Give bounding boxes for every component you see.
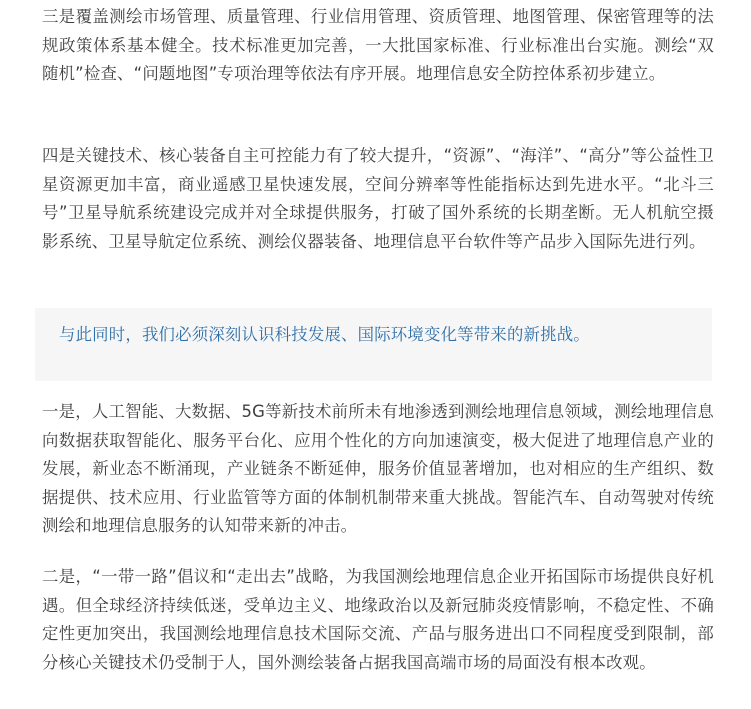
callout-text: 与此同时，我们必须深刻认识科技发展、国际环境变化等带来的新挑战。 — [59, 325, 590, 344]
paragraph-fourth-point: 四是关键技术、核心装备自主可控能力有了较大提升，“资源”、“海洋”、“高分”等公益性卫星资源更加丰富，商业遥感卫星快速发展，空间分辨率等性能指标达到先进水平。“北斗三号”卫星导航系统建设完成并对全球提供服务，打破了国外系统的长期垄断。无人机航空摄影系统、卫星导航定位系统、测绘仪器装备、地理信息平台软件等产品步入国际先进行列。 — [42, 146, 714, 251]
paragraph-first-challenge: 一是，人工智能、大数据、5G等新技术前所未有地渗透到测绘地理信息领域，测绘地理信息向数据获取智能化、服务平台化、应用个性化的方向加速演变，极大促进了地理信息产业的发展，新业态不断涌现，产业链条不断延伸，服务价值显著增加，也对相应的生产组织、数据提供、技术应用、行业监管等方面的体制机制带来重大挑战。智能汽车、自动驾驶对传统测绘和地理信息服务的认知带来新的冲击。 — [42, 402, 714, 536]
paragraph-second-challenge: 二是，“一带一路”倡议和“走出去”战略，为我国测绘地理信息企业开拓国际市场提供良好机遇。但全球经济持续低迷，受单边主义、地缘政治以及新冠肺炎疫情影响，不稳定性、不确定性更加突出，我国测绘地理信息技术国际交流、产品与服务进出口不同程度受到限制，部分核心关键技术仍受制于人，国外测绘装备占据我国高端市场的局面没有根本改观。 — [42, 567, 714, 672]
paragraph-third-point: 三是覆盖测绘市场管理、质量管理、行业信用管理、资质管理、地图管理、保密管理等的法规政策体系基本健全。技术标准更加完善，一大批国家标准、行业标准出台实施。测绘“双随机”检查、“问题地图”专项治理等依法有序开展。地理信息安全防控体系初步建立。 — [42, 7, 714, 84]
highlight-callout — [35, 308, 712, 381]
